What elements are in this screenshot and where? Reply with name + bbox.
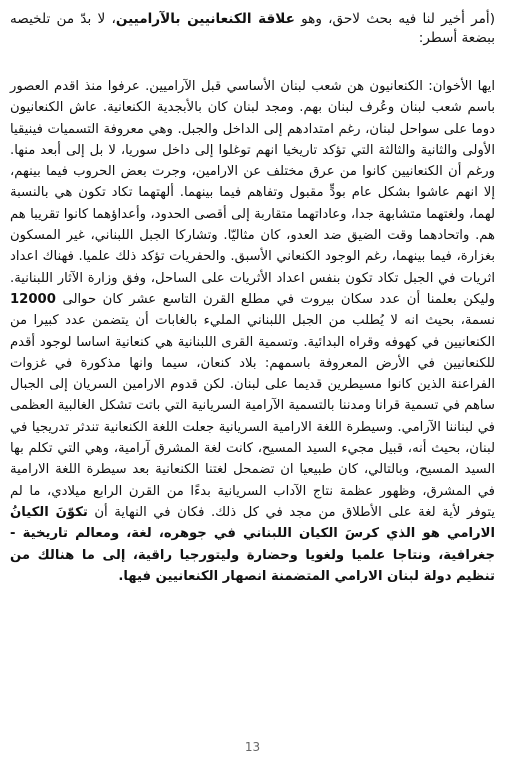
intro-text bbox=[10, 10, 495, 48]
body-text-part-1: ايها الأخوان: الكنعانيون هن شعب لبنان الأساسي قبل الآراميين. عرفوا منذ اقدم العصور باسم شعب لبنان وعُرف لبنان بهم. ومجد لبنان كان بالأبجدية الكنعانية. عاش الكنعانيون دوما على سواحل لبنان، رغم امتدادهم إلى الداخل والجبل. وهي معروفة التسميات فينيقيا الأولى والثانية والثالثة التي تؤكد تاريخيا انهم توغلوا إلى داخل سوريا، لا بل إلى أبعد منها. ورغم أن الكنعانيين كانوا من عرق مختلف عن الارامين، وجرت بعض الحروب فيما بينهم، إلا انهم عاشوا بشكل عام بودٍّ مقبول وتفاهم فيما بينهما. ألهتهما تكاد تكون هي بالنسبة لهما، ولغتهما متشابهة جدا، وعاداتهما متقاربة إلى أقصى الحدود، وأعداؤهما كانوا تقريبا هم هم. واتحادهما وقت الضيق ضد العدو، كان مثاليّا. وتشاركا الجبل اللبناني، غير المسكون بغزارة، فيما بينهما، رغم الوجود الكنعاني الأسبق. والحفريات تؤكد ذلك علميا. فهناك اعداد اثريات في الجبل تكاد تكون بنفس اعداد الأثريات على الساحل، وفق وزارة الآثار اللبنانية. وليكن بعلمنا أن عدد سكان بيروت في مطلع القرن التاسع عشر كان حوالى bbox=[10, 79, 495, 307]
body-text bbox=[10, 76, 495, 587]
body-text-part-2: نسمة، بحيث انه لا يُطلب من الجبل اللبناني المليء بالغابات أن يتضمن عدد كبيرا من الكنعانيين في كهوفه وقراه البدائية. وتسمية القرى اللبنانية هي كنعانية اساسا لوجود أقدم للكنعانيين في الأرض المعروفة باسمهم: بلاد كنعان، سيما وانها مذكورة في غزوات الفراعنة الذين كانوا مسيطرين قديما على لبنان. لكن قدوم الارامين السريان إلى الجبال ساهم في تسمية قرانا ومدننا بالتسمية الآرامية السريانية التي باتت تشكل الغالبية العظمى في لبناننا الآرامي. وسيطرة اللغة الارامية السريانية جعلت اللغة الكنعانية تندثر تدريجيا في لبنان، بحيث أنه، قبيل مجيء السيد المسيح، كانت لغة المشرق آرامية، وهي التي تكلم بها السيد المسيح، وبالتالي، كان طبيعيا ان تضمحل لغتنا الكنعانية بعد سيطرة اللغة الارامية في المشرق، وظهور عظمة نتاج الآداب السريانية بدءًا من القرن الرابع ميلادي، ما لم يتوفر لأية لغة على الأطلاق من مجد في كل ذلك. فكان في النهاية أن bbox=[10, 313, 495, 520]
intro-part-1: (أمر أخير لنا فيه بحث لاحق، وهو bbox=[294, 11, 495, 27]
intro-paragraph bbox=[10, 10, 495, 48]
document-page bbox=[10, 0, 495, 765]
intro-bold-phrase: علاقة الكنعانيين بالآراميين bbox=[115, 11, 295, 27]
page-number: 13 bbox=[244, 740, 261, 754]
population-number: 12000 bbox=[10, 291, 56, 307]
body-paragraph bbox=[10, 76, 495, 587]
intro-part-2: ، لا بدّ من تلخيصه ببضعة أسطر: bbox=[10, 11, 495, 46]
conclusion-bold-text: تكوّنَ الكيانُ الارامي هو الذي كرسَ الكيان اللبناني في جوهره، لغة، ومعالم تاريخية - جغرافية، ونتاجا علميا ولغويا وحضارة وليتورجيا راقية، إلى ما هنالك من تنظيم دولة لبنان الارامي المتضمنة انصهار الكنعانيين فيها. bbox=[10, 504, 495, 584]
